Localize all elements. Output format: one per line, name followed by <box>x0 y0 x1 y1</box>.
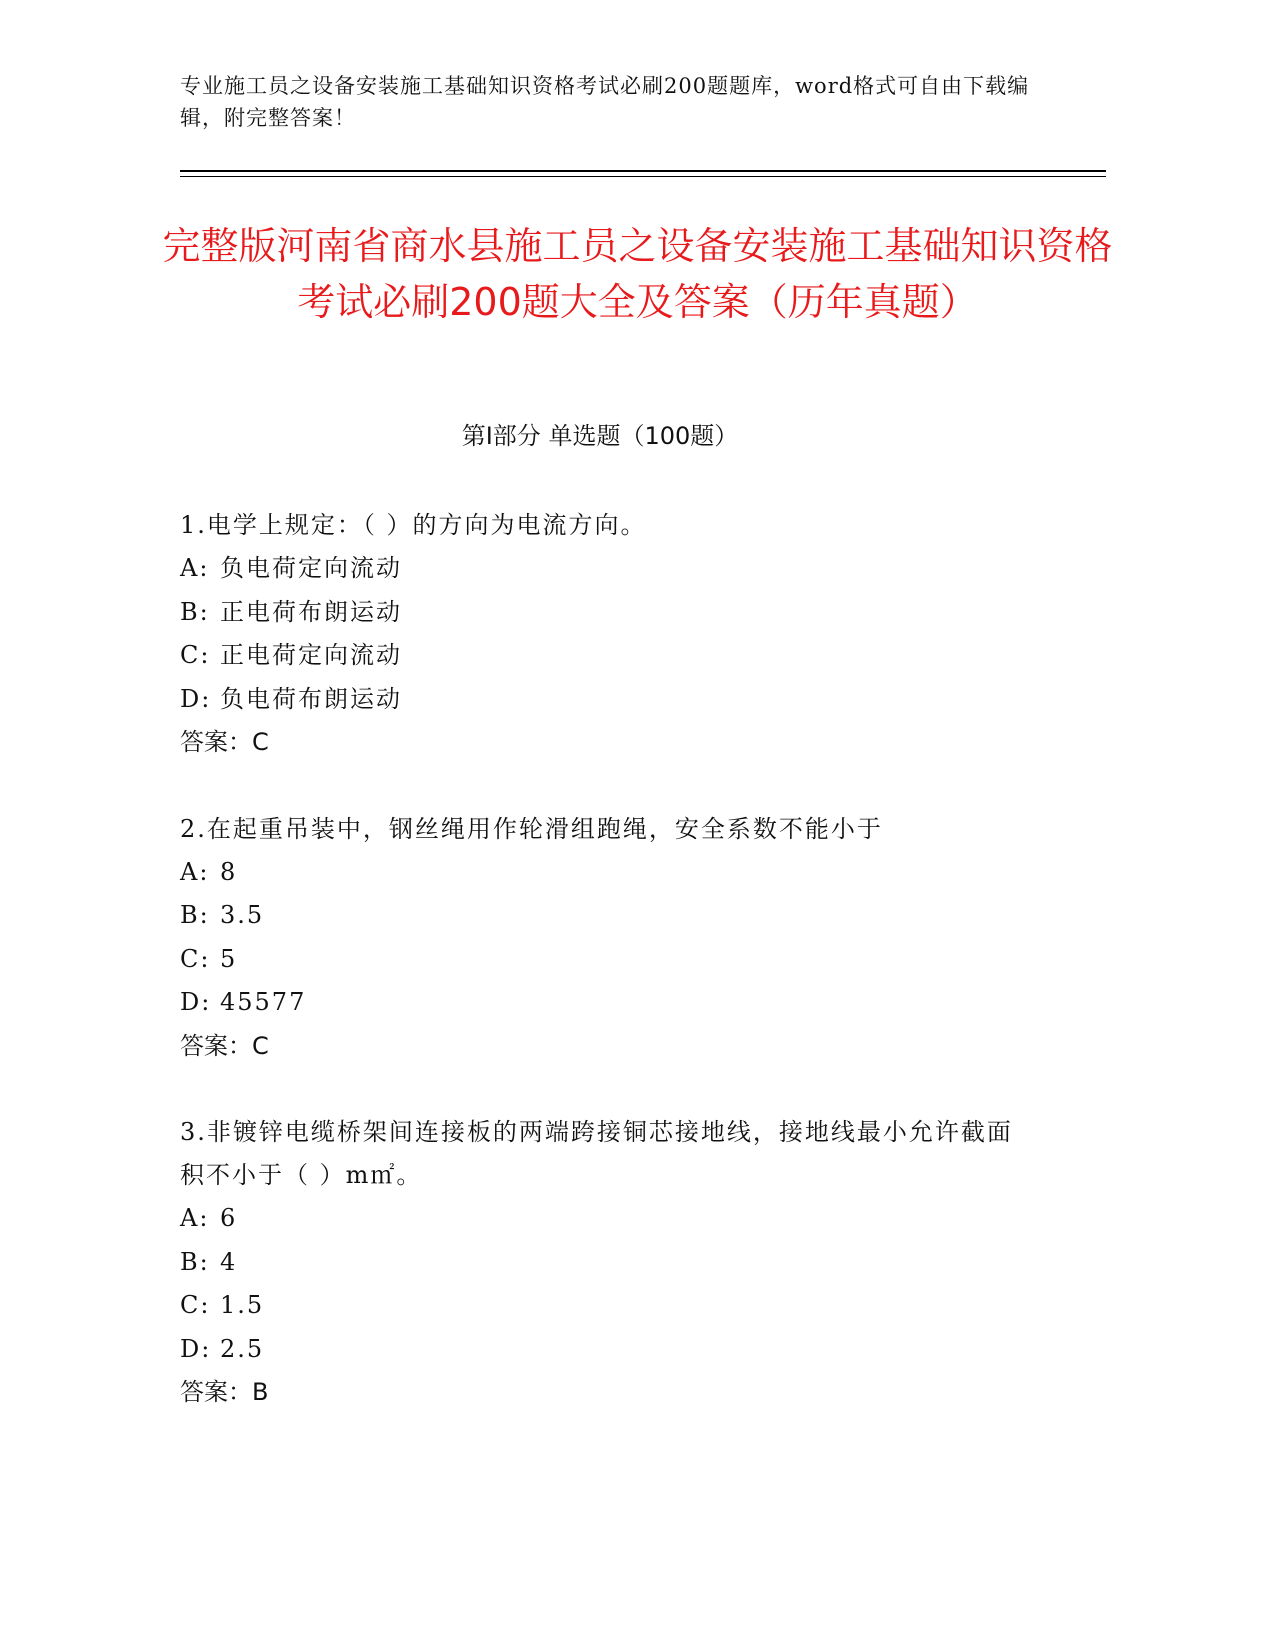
question-list <box>180 504 1060 1458</box>
question-item <box>180 1111 1060 1415</box>
option-text: 8 <box>220 857 238 886</box>
option-label: A: <box>180 554 210 582</box>
header-divider-thick <box>180 170 1106 172</box>
option-c <box>180 1284 1060 1328</box>
option-d <box>180 678 1060 722</box>
option-a <box>180 851 1060 895</box>
option-text: 6 <box>220 1204 238 1232</box>
option-d <box>180 981 1060 1025</box>
option-text: 4 <box>220 1247 238 1276</box>
answer-line: 答案：C <box>180 1031 269 1060</box>
option-label: B: <box>180 1247 210 1276</box>
option-label: C: <box>180 1291 211 1319</box>
option-text: 正电荷定向流动 <box>220 641 402 669</box>
question-stem: 3.非镀锌电缆桥架间连接板的两端跨接铜芯接地线，接地线最小允许截面积不小于（ ）m㎡。 <box>180 1118 1013 1189</box>
option-label: C: <box>180 641 211 669</box>
option-text: 5 <box>220 944 238 973</box>
option-text: 2.5 <box>220 1334 265 1363</box>
option-label: A: <box>180 857 210 886</box>
header-divider-thin <box>180 176 1106 177</box>
question-stem: 1.电学上规定：（ ）的方向为电流方向。 <box>180 511 647 539</box>
option-text: 正电荷布朗运动 <box>220 597 402 626</box>
header-note: 专业施工员之设备安装施工基础知识资格考试必刷200题题库，word格式可自由下载编辑，附完整答案！ <box>180 74 1030 130</box>
document-title: 完整版河南省商水县施工员之设备安装施工基础知识资格考试必刷200题大全及答案（历年真题） <box>162 224 1113 324</box>
option-text: 负电荷定向流动 <box>220 554 402 582</box>
option-a <box>180 547 1060 591</box>
option-text: 负电荷布朗运动 <box>220 684 402 713</box>
option-label: C: <box>180 944 211 973</box>
option-label: D: <box>180 1334 212 1363</box>
answer-line: 答案：B <box>180 1378 269 1406</box>
option-label: B: <box>180 597 210 626</box>
option-label: D: <box>180 988 212 1016</box>
option-b <box>180 894 1060 938</box>
option-label: D: <box>180 684 212 713</box>
answer-line: 答案：C <box>180 728 269 756</box>
option-c <box>180 634 1060 678</box>
question-item <box>180 504 1060 765</box>
option-label: B: <box>180 901 210 929</box>
option-b <box>180 1241 1060 1285</box>
option-a <box>180 1197 1060 1241</box>
option-text: 1.5 <box>220 1291 265 1319</box>
option-text: 3.5 <box>220 901 265 929</box>
option-d <box>180 1328 1060 1372</box>
option-text: 45577 <box>220 988 307 1016</box>
question-stem: 2.在起重吊装中，钢丝绳用作轮滑组跑绳，安全系数不能小于 <box>180 814 883 843</box>
option-b <box>180 591 1060 635</box>
option-c <box>180 938 1060 982</box>
section-title: 第Ⅰ部分 单选题（100题） <box>461 422 739 450</box>
question-item <box>180 808 1060 1069</box>
option-label: A: <box>180 1204 210 1232</box>
